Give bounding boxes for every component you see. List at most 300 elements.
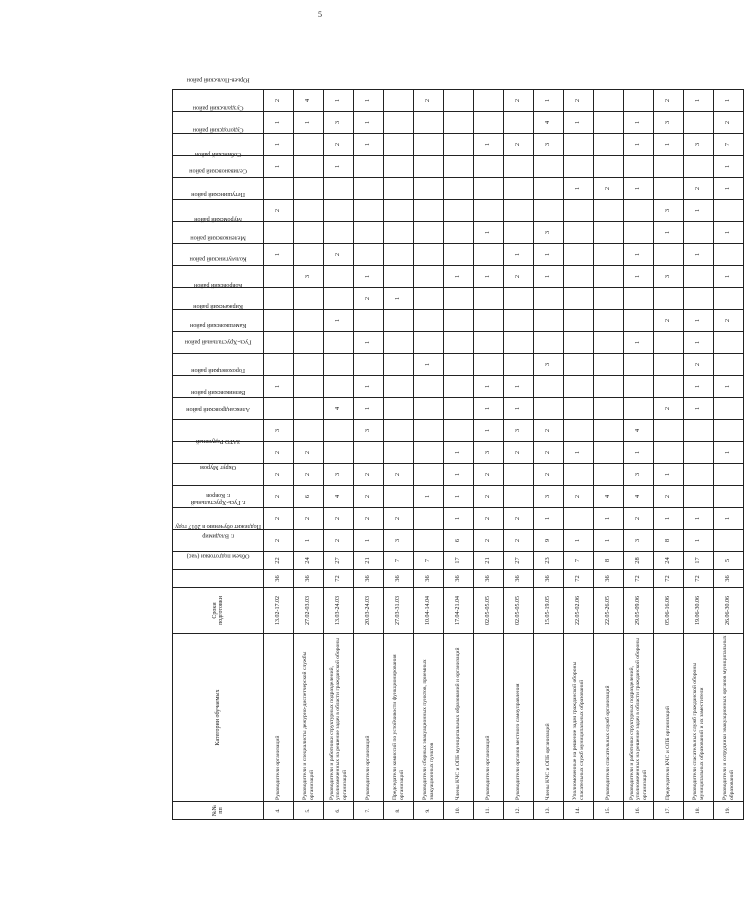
row-district-value — [444, 332, 474, 354]
row-district-value — [534, 178, 564, 200]
row-district-value: 1 — [564, 112, 594, 134]
table-row — [354, 90, 384, 820]
row-district-value — [714, 288, 744, 310]
row-district-value: 1 — [624, 442, 654, 464]
row-district-value — [384, 244, 414, 266]
row-district-value — [354, 442, 384, 464]
row-district-value — [504, 332, 534, 354]
row-district-value: 2 — [264, 508, 294, 530]
row-district-value: 3 — [654, 200, 684, 222]
header-district-label: г. Ковров — [206, 492, 230, 500]
row-district-value — [714, 486, 744, 508]
row-district-value — [684, 420, 714, 442]
row-district-value: 1 — [564, 442, 594, 464]
row-district-value: 3 — [654, 266, 684, 288]
row-district-value: 1 — [324, 90, 354, 112]
row-district-value — [294, 398, 324, 420]
row-district-value: 1 — [444, 266, 474, 288]
row-district-value: 3 — [324, 464, 354, 486]
header-district-label: Меленковский район — [190, 234, 246, 242]
row-district-value — [444, 200, 474, 222]
row-district-value: 1 — [534, 266, 564, 288]
row-district-value: 3 — [684, 134, 714, 156]
row-district-value — [534, 398, 564, 420]
row-hours: 36 — [414, 570, 444, 588]
row-district-value — [324, 178, 354, 200]
row-district-value — [594, 310, 624, 332]
row-district-value: 1 — [594, 508, 624, 530]
row-num: 16. — [624, 802, 654, 820]
row-hours: 36 — [504, 570, 534, 588]
row-district-value: 1 — [264, 244, 294, 266]
row-district-value — [594, 332, 624, 354]
row-district-value: 1 — [444, 442, 474, 464]
row-num: 5. — [294, 802, 324, 820]
row-district-value: 2 — [504, 90, 534, 112]
row-district-value — [474, 310, 504, 332]
row-district-value — [264, 398, 294, 420]
header-dates: Сроки подготовки — [173, 588, 264, 634]
row-num: 11. — [474, 802, 504, 820]
row-district-value: 2 — [264, 464, 294, 486]
row-district-value: 2 — [504, 530, 534, 552]
row-district-value: 1 — [624, 332, 654, 354]
row-district-value: 4 — [594, 486, 624, 508]
row-district-value: 2 — [564, 90, 594, 112]
row-district-value: 2 — [384, 508, 414, 530]
row-district-value — [384, 112, 414, 134]
row-total: 17 — [684, 552, 714, 570]
row-district-value — [714, 398, 744, 420]
row-dates: 13.02-17.02 — [264, 588, 294, 634]
row-district-value — [294, 354, 324, 376]
row-district-value: 1 — [654, 222, 684, 244]
row-total: 5 — [714, 552, 744, 570]
row-district-value: 1 — [474, 134, 504, 156]
row-district-value — [564, 200, 594, 222]
row-district-value — [414, 178, 444, 200]
row-category: Руководители и специалисты дежурно-диспетчерской службы организаций — [294, 634, 324, 802]
row-district-value: 2 — [474, 530, 504, 552]
row-district-value — [564, 134, 594, 156]
row-district-value — [594, 134, 624, 156]
row-district-value: 1 — [624, 266, 654, 288]
row-district-value: 2 — [534, 442, 564, 464]
row-total: 24 — [654, 552, 684, 570]
row-district-value: 1 — [324, 310, 354, 332]
row-district-value — [414, 310, 444, 332]
row-district-value — [294, 134, 324, 156]
row-district-value — [504, 178, 534, 200]
row-district-value — [324, 266, 354, 288]
table-row — [594, 90, 624, 820]
header-district-label: Суздальский район — [192, 104, 244, 112]
row-total: 27 — [504, 552, 534, 570]
training-schedule-table-container — [172, 76, 755, 820]
header-district-label: Ковровский район — [193, 281, 243, 289]
row-district-value — [414, 442, 444, 464]
row-district-value: 2 — [474, 486, 504, 508]
row-district-value — [564, 398, 594, 420]
header-district-label: Киржачский район — [193, 303, 243, 311]
row-district-value — [294, 244, 324, 266]
row-num: 9. — [414, 802, 444, 820]
row-dates: 02.05-05.05 — [474, 588, 504, 634]
table-row — [654, 90, 684, 820]
row-district-value: 2 — [324, 508, 354, 530]
row-district-value — [684, 486, 714, 508]
row-district-value: 2 — [264, 90, 294, 112]
row-district-value: 1 — [684, 530, 714, 552]
row-district-value: 2 — [504, 442, 534, 464]
row-district-value: 2 — [324, 530, 354, 552]
row-district-value — [714, 464, 744, 486]
row-district-value: 1 — [444, 486, 474, 508]
row-district-value: 1 — [684, 244, 714, 266]
row-category: Руководители сборных эвакуационных пунктов, приемных эвакуационных пунктов — [414, 634, 444, 802]
row-category: Уполномоченные на решение задач гражданской обороны спасательных служб муниципальных образований — [564, 634, 594, 802]
row-district-value: 6 — [444, 530, 474, 552]
row-district-value: 1 — [384, 288, 414, 310]
row-num: 18. — [684, 802, 714, 820]
row-district-value: 1 — [624, 178, 654, 200]
row-district-value — [534, 156, 564, 178]
row-dates: 27.02-03.03 — [294, 588, 324, 634]
row-dates: 19.06-30.06 — [684, 588, 714, 634]
row-district-value — [714, 244, 744, 266]
row-district-value: 2 — [714, 112, 744, 134]
row-num: 6. — [324, 802, 354, 820]
header-district-label: ЗАТО Радужный — [195, 438, 241, 446]
row-district-value — [624, 288, 654, 310]
row-district-value: 2 — [714, 310, 744, 332]
row-district-value — [414, 266, 444, 288]
row-district-value — [504, 112, 534, 134]
row-district-value — [684, 288, 714, 310]
row-district-value — [474, 200, 504, 222]
row-district-value — [654, 244, 684, 266]
row-total: 8 — [594, 552, 624, 570]
row-dates: 05.06-16.06 — [654, 588, 684, 634]
table-row — [504, 90, 534, 820]
row-district-value — [534, 376, 564, 398]
row-district-value: 1 — [624, 112, 654, 134]
row-district-value — [414, 244, 444, 266]
row-district-value: 2 — [684, 178, 714, 200]
row-district-value — [504, 288, 534, 310]
row-district-value: 3 — [624, 464, 654, 486]
row-dates: 02.05-05.05 — [504, 588, 534, 634]
row-district-value: 3 — [534, 222, 564, 244]
row-district-value: 1 — [594, 530, 624, 552]
row-district-value: 2 — [504, 266, 534, 288]
row-district-value — [684, 112, 714, 134]
row-total: 21 — [474, 552, 504, 570]
row-district-value — [624, 90, 654, 112]
row-district-value: 2 — [264, 442, 294, 464]
rotated-page — [172, 76, 755, 820]
row-district-value — [354, 222, 384, 244]
row-category: Руководители спасательных служб гражданской обороны муниципальных образований и их заместители — [684, 634, 714, 802]
row-district-value — [324, 200, 354, 222]
row-district-value — [264, 332, 294, 354]
header-row — [173, 90, 264, 820]
row-district-value — [594, 464, 624, 486]
row-district-value — [564, 376, 594, 398]
row-district-value: 1 — [504, 244, 534, 266]
row-district-value — [444, 134, 474, 156]
row-district-value — [654, 288, 684, 310]
row-district-value: 4 — [324, 398, 354, 420]
row-district-value — [384, 376, 414, 398]
row-district-value — [414, 134, 444, 156]
row-district-value: 1 — [684, 90, 714, 112]
row-district-value: 2 — [654, 90, 684, 112]
row-district-value — [354, 156, 384, 178]
row-district-value: 8 — [654, 530, 684, 552]
row-district-value — [654, 354, 684, 376]
row-district-value — [624, 222, 654, 244]
row-district-value: 2 — [354, 464, 384, 486]
row-district-value — [444, 90, 474, 112]
row-district-value — [384, 398, 414, 420]
row-district-value — [414, 288, 444, 310]
row-district-value: 1 — [354, 112, 384, 134]
row-district-value — [714, 354, 744, 376]
table-row — [384, 90, 414, 820]
row-total: 17 — [444, 552, 474, 570]
row-district-value — [414, 420, 444, 442]
row-district-value — [384, 200, 414, 222]
row-district-value — [564, 354, 594, 376]
row-district-value — [264, 178, 294, 200]
row-district-value — [474, 244, 504, 266]
row-district-value — [624, 398, 654, 420]
row-district-value — [534, 288, 564, 310]
table-row — [564, 90, 594, 820]
row-district-value: 2 — [294, 464, 324, 486]
row-district-value — [624, 354, 654, 376]
row-district-value — [594, 222, 624, 244]
row-district-value: 1 — [534, 90, 564, 112]
row-district-value: 1 — [264, 376, 294, 398]
header-total-label: Подлежит обучению в 2017 году — [175, 523, 261, 531]
row-num: 19. — [714, 802, 744, 820]
row-district-value — [414, 156, 444, 178]
row-district-value: 2 — [564, 486, 594, 508]
row-district-value: 1 — [354, 530, 384, 552]
row-district-value: 1 — [504, 398, 534, 420]
row-district-value — [264, 266, 294, 288]
row-district-value — [414, 200, 444, 222]
row-num: 4. — [264, 802, 294, 820]
header-district-label: Александровский район — [186, 406, 250, 414]
row-district-value: 1 — [444, 464, 474, 486]
row-hours: 72 — [624, 570, 654, 588]
table-row — [414, 90, 444, 820]
row-hours: 36 — [594, 570, 624, 588]
row-district-value — [384, 178, 414, 200]
header-district-label: Петушинский район — [191, 191, 245, 199]
row-district-value: 4 — [294, 90, 324, 112]
row-district-value — [504, 464, 534, 486]
row-district-value: 4 — [624, 486, 654, 508]
header-district-label: Гороховецкий район — [191, 367, 245, 375]
row-district-value: 1 — [714, 376, 744, 398]
row-district-value: 1 — [714, 178, 744, 200]
row-district-value — [444, 310, 474, 332]
row-district-value — [444, 288, 474, 310]
row-district-value: 1 — [564, 530, 594, 552]
row-district-value — [714, 530, 744, 552]
row-district-value — [474, 90, 504, 112]
row-district-value — [294, 420, 324, 442]
row-district-value — [594, 266, 624, 288]
row-district-value — [714, 200, 744, 222]
row-district-value: 2 — [534, 464, 564, 486]
row-district-value: 1 — [354, 332, 384, 354]
row-district-value — [474, 112, 504, 134]
row-district-value: 1 — [684, 376, 714, 398]
row-category: Члены КЧС и ОПБ организаций — [534, 634, 564, 802]
row-category: Руководители органов местного самоуправления — [504, 634, 534, 802]
row-district-value: 1 — [714, 442, 744, 464]
row-district-value: 2 — [264, 486, 294, 508]
row-district-value: 1 — [354, 134, 384, 156]
row-district-value: 1 — [654, 508, 684, 530]
row-district-value: 1 — [654, 464, 684, 486]
row-total: 22 — [264, 552, 294, 570]
row-category: Руководители спасательных служб организаций — [594, 634, 624, 802]
row-district-value: 3 — [534, 486, 564, 508]
row-district-value: 1 — [414, 354, 444, 376]
row-district-value — [504, 200, 534, 222]
row-district-value — [564, 310, 594, 332]
row-hours: 36 — [354, 570, 384, 588]
table-row — [474, 90, 504, 820]
row-district-value — [654, 442, 684, 464]
row-district-value — [564, 332, 594, 354]
row-district-value: 2 — [354, 486, 384, 508]
row-district-value — [294, 178, 324, 200]
row-district-value — [504, 310, 534, 332]
row-district-value — [564, 464, 594, 486]
row-district-value: 1 — [684, 310, 714, 332]
row-district-value — [294, 310, 324, 332]
row-district-value — [594, 442, 624, 464]
row-district-value — [324, 222, 354, 244]
row-district-value: 2 — [474, 508, 504, 530]
header-district-label: Собинский район — [194, 150, 242, 158]
training-schedule-table — [172, 76, 744, 820]
header-num: №№ пп — [173, 802, 264, 820]
header-district-label: Вязниковский район — [190, 389, 246, 396]
row-district-value — [684, 156, 714, 178]
row-district-value — [534, 332, 564, 354]
header-hours — [173, 552, 264, 588]
row-district-value: 1 — [714, 90, 744, 112]
row-district-value — [294, 288, 324, 310]
row-category: Руководители и работники структурных подразделений, уполномоченных на решение задач в области гражданской обороны организаций — [624, 634, 654, 802]
row-district-value: 3 — [264, 420, 294, 442]
row-district-value — [324, 442, 354, 464]
row-district-value — [504, 222, 534, 244]
row-district-value: 7 — [714, 134, 744, 156]
row-total: 23 — [534, 552, 564, 570]
table-row — [294, 90, 324, 820]
row-district-value — [414, 530, 444, 552]
row-district-value — [444, 420, 474, 442]
row-district-value — [594, 398, 624, 420]
header-district-label: Камешковский район — [189, 321, 247, 329]
row-district-value — [654, 420, 684, 442]
row-district-value: 2 — [624, 508, 654, 530]
row-district-value: 3 — [624, 530, 654, 552]
row-dates: 22.05-26.05 — [594, 588, 624, 634]
row-total: 7 — [414, 552, 444, 570]
row-district-value — [684, 266, 714, 288]
row-district-value — [684, 222, 714, 244]
row-district-value: 4 — [534, 112, 564, 134]
row-district-value: 1 — [684, 398, 714, 420]
row-district-value — [354, 200, 384, 222]
row-district-value: 1 — [294, 530, 324, 552]
row-district-value: 1 — [714, 156, 744, 178]
row-dates: 27.03-31.03 — [384, 588, 414, 634]
row-district-value — [354, 310, 384, 332]
row-district-value — [444, 244, 474, 266]
row-dates: 10.04-14.04 — [414, 588, 444, 634]
row-district-value: 2 — [504, 508, 534, 530]
row-district-value — [324, 376, 354, 398]
row-district-value — [534, 200, 564, 222]
table-row — [684, 90, 714, 820]
row-hours: 36 — [534, 570, 564, 588]
row-district-value — [654, 376, 684, 398]
row-district-value: 1 — [474, 420, 504, 442]
row-district-value — [714, 332, 744, 354]
row-district-value — [714, 420, 744, 442]
row-dates: 13.03-24.03 — [324, 588, 354, 634]
row-district-value — [474, 156, 504, 178]
row-district-value — [444, 178, 474, 200]
row-category: Председатели КЧС и ОПБ организаций — [654, 634, 684, 802]
row-district-value — [384, 332, 414, 354]
row-num: 15. — [594, 802, 624, 820]
row-district-value — [684, 442, 714, 464]
row-district-value: 2 — [354, 508, 384, 530]
header-district-label: г. Владимир — [202, 532, 234, 540]
row-district-value: 2 — [654, 398, 684, 420]
row-total: 7 — [384, 552, 414, 570]
row-district-value — [384, 310, 414, 332]
row-district-value: 3 — [294, 266, 324, 288]
row-district-value — [474, 178, 504, 200]
row-district-value: 1 — [684, 508, 714, 530]
row-num: 13. — [534, 802, 564, 820]
row-district-value — [594, 200, 624, 222]
header-district-label: Судогодский район — [192, 126, 244, 134]
row-dates: 20.03-24.03 — [354, 588, 384, 634]
row-dates: 22.05-02.06 — [564, 588, 594, 634]
row-district-value — [294, 332, 324, 354]
row-category: Председатели комиссий по устойчивости функционирования организаций — [384, 634, 414, 802]
row-district-value: 1 — [504, 376, 534, 398]
row-district-value: 2 — [594, 178, 624, 200]
header-district-label: Округ Муром — [199, 464, 237, 472]
row-district-value: 4 — [624, 420, 654, 442]
row-district-value — [354, 354, 384, 376]
